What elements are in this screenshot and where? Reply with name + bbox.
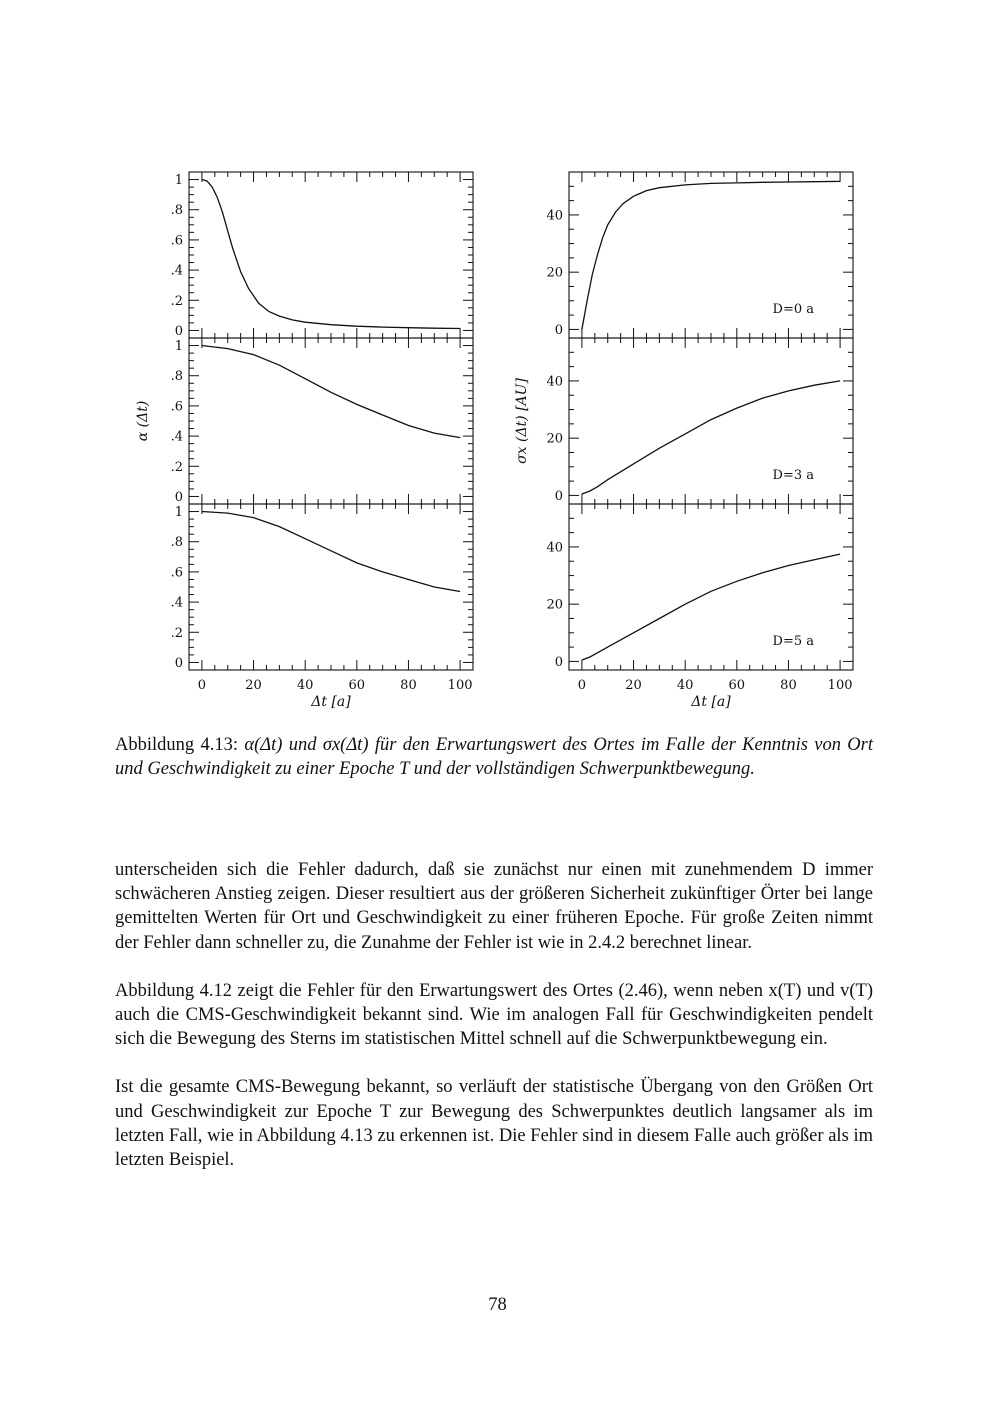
panel-right-middle xyxy=(546,338,853,504)
figure-caption xyxy=(115,733,873,781)
y-tick-label: .2 xyxy=(170,293,183,309)
x-tick-label: 0 xyxy=(577,678,587,693)
right-y-axis-label: σx (Δt) [AU] xyxy=(514,378,530,464)
panel-right-top xyxy=(546,172,853,338)
x-tick-label: 100 xyxy=(827,678,853,693)
y-tick-label: 0 xyxy=(554,654,563,670)
body-text xyxy=(115,858,873,1196)
y-tick-label: 1 xyxy=(174,173,183,189)
x-tick-label: 40 xyxy=(296,678,314,693)
left-y-axis-label: α (Δt) xyxy=(135,400,151,442)
y-tick-label: .8 xyxy=(170,203,183,219)
panel-annotation: D=3 a xyxy=(772,468,814,483)
y-tick-label: 20 xyxy=(546,265,563,281)
panel-annotation: D=5 a xyxy=(772,634,814,649)
y-tick-label: 1 xyxy=(174,339,183,355)
y-tick-label: .8 xyxy=(170,535,183,551)
y-tick-label: 40 xyxy=(546,540,563,556)
left-x-axis-label: Δt [a] xyxy=(311,694,351,710)
paragraph-2: Abbildung 4.12 zeigt die Fehler für den Erwartungswert des Ortes (2.46), wenn neben x(T) und v(T) auch die CMS-Geschwindigkeit bekannt sind. Wie im analogen Fall für Geschwindigkeiten pendelt sich die Bewegung des Sterns im statistischen Mittel schnell auf die Schwerpunktbewegung ein. xyxy=(115,980,873,1050)
y-tick-label: .4 xyxy=(170,595,183,611)
y-tick-label: .2 xyxy=(170,459,183,475)
panel-annotation: D=0 a xyxy=(772,302,814,317)
x-tick-label: 80 xyxy=(400,678,417,693)
x-tick-label: 100 xyxy=(447,678,473,693)
panel-frame xyxy=(189,172,473,338)
panel-right-bottom xyxy=(546,504,853,693)
caption-text: α(Δt) und σx(Δt) für den Erwartungswert des Ortes im Falle der Kenntnis von Ort und Geschwindigkeit zu einer Epoche T und der vollständigen Schwerpunktbewegung. xyxy=(115,735,874,779)
x-tick-label: 20 xyxy=(245,678,262,693)
y-tick-label: 0 xyxy=(174,323,183,339)
x-tick-label: 0 xyxy=(197,678,207,693)
y-tick-label: .4 xyxy=(170,263,183,279)
y-tick-label: .8 xyxy=(170,369,183,385)
y-tick-label: 20 xyxy=(546,597,563,613)
panel-left-bottom xyxy=(171,504,473,693)
y-tick-label: 1 xyxy=(174,505,183,521)
y-tick-label: .4 xyxy=(170,429,183,445)
panel-frame xyxy=(189,504,473,670)
y-tick-label: 0 xyxy=(174,655,183,671)
x-tick-label: 60 xyxy=(348,678,366,693)
x-tick-label: 80 xyxy=(780,678,797,693)
y-tick-label: 40 xyxy=(546,374,563,390)
right-x-axis-label: Δt [a] xyxy=(691,694,731,710)
x-tick-label: 20 xyxy=(625,678,642,693)
series-line xyxy=(202,346,460,438)
caption-label: Abbildung 4.13: xyxy=(115,735,238,755)
y-tick-label: .6 xyxy=(170,399,183,415)
x-tick-label: 60 xyxy=(728,678,746,693)
series-line xyxy=(202,512,460,592)
page-number: 78 xyxy=(488,1295,507,1315)
panel-frame xyxy=(189,338,473,504)
series-line xyxy=(202,180,460,329)
y-tick-label: .6 xyxy=(170,565,183,581)
y-tick-label: 40 xyxy=(546,208,563,224)
y-tick-label: 0 xyxy=(174,489,183,505)
panel-left-top xyxy=(171,172,473,339)
paragraph-1: unterscheiden sich die Fehler dadurch, daß sie zunächst nur einen mit zunehmendem D immer schwächeren Anstieg zeigen. Dieser resultiert aus der größeren Sicherheit zukünftiger Örter bei lange gemittelten Werten für Ort und Geschwindigkeit zu einer früheren Epoche. Für große Zeiten nimmt der Fehler dann schneller zu, die Zunahme der Fehler ist wie in 2.4.2 berechnet linear. xyxy=(115,860,873,953)
paragraph-3: Ist die gesamte CMS-Bewegung bekannt, so verläuft der statistische Übergang von den Größen Ort und Geschwindigkeit zur Epoche T zur Bewegung des Schwerpunktes deutlich langsamer als im letzten Fall, wie in Abbildung 4.13 zu erkennen ist. Die Fehler sind in diesem Falle auch größer als im letzten Beispiel. xyxy=(115,1077,873,1171)
x-tick-label: 40 xyxy=(676,678,694,693)
y-tick-label: .2 xyxy=(170,625,183,641)
y-tick-label: .6 xyxy=(170,233,183,249)
panel-left-middle xyxy=(171,338,473,505)
y-tick-label: 0 xyxy=(554,322,563,338)
y-tick-label: 20 xyxy=(546,431,563,447)
y-tick-label: 0 xyxy=(554,488,563,504)
